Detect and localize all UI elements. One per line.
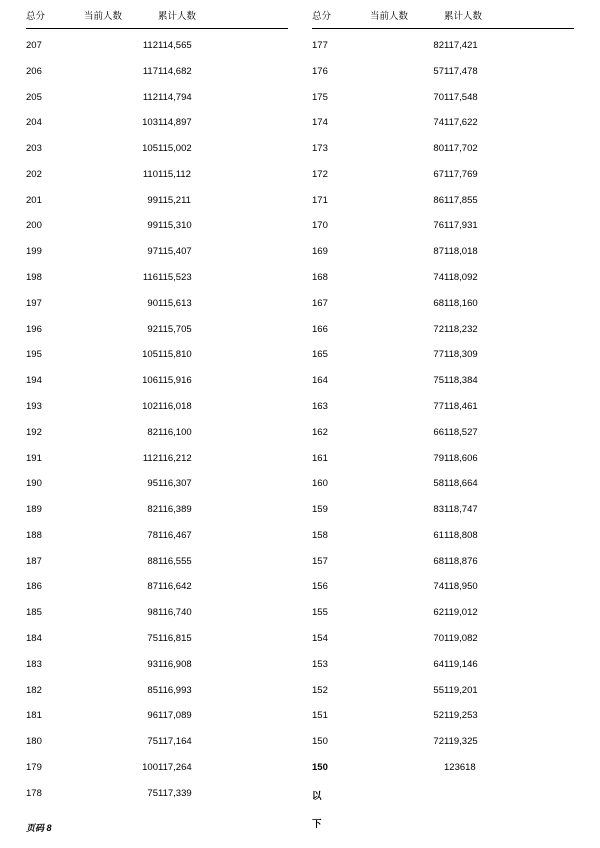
cell-current-count: 80: [433, 143, 444, 155]
table-row: [26, 84, 288, 110]
cell-score: 168: [312, 272, 328, 284]
cell-current-count: 90: [147, 297, 158, 309]
cell-cumulative-count: 119,082: [444, 632, 478, 644]
cell-current-count: 110: [142, 168, 158, 180]
page-footer: 页码 8: [26, 823, 52, 833]
table-row: [312, 290, 574, 316]
cell-cumulative-count: 118,950: [444, 581, 478, 593]
cell-cumulative-count: 118,876: [444, 555, 478, 567]
table-row-tail: [312, 754, 574, 780]
table-row: [312, 239, 574, 265]
cell-score: 205: [26, 91, 42, 103]
cell-threshold-label-2: 下: [312, 819, 322, 831]
table-row: [26, 110, 288, 136]
table-row: [26, 29, 288, 59]
table-row: [26, 265, 288, 291]
table-row: [312, 419, 574, 445]
table-row: [26, 626, 288, 652]
cell-score: 164: [312, 375, 328, 387]
table-row-tail: [312, 780, 574, 809]
table-body-right: [312, 29, 574, 838]
table-row: [312, 600, 574, 626]
cell-cumulative-count: 117,164: [158, 736, 192, 748]
cell-score: 204: [26, 117, 42, 129]
table-row: [26, 213, 288, 239]
table-row: [312, 677, 574, 703]
cell-score: 173: [312, 143, 328, 155]
table-row: [26, 290, 288, 316]
cell-cumulative-count: 116,555: [158, 555, 192, 567]
cell-cumulative-count: 115,211: [158, 194, 191, 206]
cell-score: 187: [26, 555, 42, 567]
cell-current-count: 99: [147, 220, 158, 232]
cell-score: 155: [312, 607, 328, 619]
cell-cumulative-count: 114,565: [158, 40, 192, 51]
cell-current-count: 96: [147, 710, 158, 722]
cell-current-count: 75: [147, 787, 158, 799]
table-row: [312, 136, 574, 162]
cell-score: 165: [312, 349, 328, 361]
cell-current-count: 67: [433, 168, 444, 180]
cell-current-count: 75: [147, 736, 158, 748]
cell-current-count: 77: [433, 400, 444, 412]
cell-cumulative-count: 119,146: [444, 658, 478, 670]
cell-cumulative-count: 117,421: [444, 40, 478, 51]
cell-score: 196: [26, 323, 42, 335]
cell-score: 186: [26, 581, 42, 593]
cell-cumulative-count: 119,253: [444, 710, 478, 722]
table-row: [312, 626, 574, 652]
cell-cumulative-total: [444, 809, 574, 838]
cell-cumulative-count: 117,931: [444, 220, 478, 232]
cell-cumulative-count: 119,012: [444, 607, 478, 619]
table-row: [312, 29, 574, 59]
cell-cumulative-count: 118,747: [444, 504, 478, 516]
cell-score: 181: [26, 710, 42, 722]
cell-score: 190: [26, 478, 42, 490]
cell-cumulative-count: 118,808: [444, 529, 478, 541]
cell-score: 194: [26, 375, 42, 387]
table-row: [26, 548, 288, 574]
cell-current-count: 52: [433, 710, 444, 722]
cell-current-count: 78: [147, 529, 158, 541]
cell-cumulative-count: 116,212: [158, 452, 192, 464]
cell-current-count: 83: [433, 504, 444, 516]
cell-cumulative-count: 119,201: [444, 684, 478, 696]
table-row: [312, 110, 574, 136]
cell-score: 163: [312, 400, 328, 412]
cell-cumulative-count: 114,682: [158, 65, 192, 77]
cell-current-count: 72: [433, 736, 444, 748]
cell-current-count: 82: [147, 426, 158, 438]
cell-score: 169: [312, 246, 328, 258]
cell-current-count: [370, 780, 444, 809]
cell-score: 153: [312, 658, 328, 670]
table-row: [312, 729, 574, 755]
cell-current-count: 116: [142, 272, 158, 284]
cell-cumulative-count: 116,815: [158, 632, 192, 644]
cell-score: 159: [312, 504, 328, 516]
cell-score: 183: [26, 658, 42, 670]
cell-current-count: 68: [433, 297, 444, 309]
cell-score: 158: [312, 529, 328, 541]
cell-current-count: 72: [433, 323, 444, 335]
cell-current-count: 55: [433, 684, 444, 696]
table-row: [26, 522, 288, 548]
header-score: 总分: [312, 11, 332, 22]
table-row: [312, 574, 574, 600]
cell-score: 156: [312, 581, 328, 593]
table-row: [312, 497, 574, 523]
cell-score: 203: [26, 143, 42, 155]
cell-current-count: 75: [147, 632, 158, 644]
table-row: [312, 58, 574, 84]
cell-cumulative-count: 116,307: [158, 478, 192, 490]
cell-cumulative-count: 117,089: [158, 710, 192, 722]
cell-score: 157: [312, 555, 328, 567]
table-row: [312, 213, 574, 239]
score-table-right: [312, 8, 574, 838]
cell-current-count: 76: [433, 220, 444, 232]
cell-cumulative-count: 118,606: [444, 452, 478, 464]
cell-cumulative-total: 123618: [444, 761, 476, 773]
cell-cumulative-count: 115,916: [158, 375, 192, 387]
cell-cumulative-count: 117,702: [444, 143, 478, 155]
cell-cumulative-count: 118,384: [444, 375, 478, 387]
table-row: [26, 497, 288, 523]
cell-score: 171: [312, 194, 328, 206]
table-row: [26, 754, 288, 780]
cell-cumulative-count: 116,100: [158, 426, 192, 438]
cell-score: 193: [26, 400, 42, 412]
cell-score: 162: [312, 426, 328, 438]
cell-current-count: 85: [147, 684, 158, 696]
two-column-layout: [26, 8, 574, 838]
cell-cumulative-count: 114,794: [158, 91, 192, 103]
cell-cumulative-count: 115,407: [158, 246, 192, 258]
cell-current-count: 88: [147, 555, 158, 567]
cell-score: 161: [312, 452, 328, 464]
table-row: [26, 780, 288, 806]
cell-score: 170: [312, 220, 328, 232]
cell-score: 151: [312, 710, 328, 722]
table-row: [26, 419, 288, 445]
cell-score: 175: [312, 91, 328, 103]
cell-cumulative-count: 118,018: [444, 246, 478, 258]
header-cumulative-count: 累计人数: [158, 11, 197, 22]
header-row: [312, 8, 574, 29]
cell-current-count: 105: [142, 143, 158, 155]
cell-score: 206: [26, 65, 42, 77]
table-row: [26, 136, 288, 162]
cell-current-count: 105: [142, 349, 158, 361]
cell-score: 174: [312, 117, 328, 129]
table-row: [26, 703, 288, 729]
table-row: [26, 445, 288, 471]
cell-cumulative-count: 115,613: [158, 297, 192, 309]
cell-current-count: 106: [142, 375, 158, 387]
cell-current-count: 77: [433, 349, 444, 361]
cell-cumulative-count: 115,002: [158, 143, 192, 155]
table-row-tail: [312, 809, 574, 838]
table-row: [312, 265, 574, 291]
cell-current-count: 79: [433, 452, 444, 464]
cell-current-count: 57: [433, 65, 444, 77]
table-row: [26, 394, 288, 420]
cell-score: 160: [312, 478, 328, 490]
cell-score: 202: [26, 168, 42, 180]
cell-cumulative-count: 117,769: [444, 168, 478, 180]
cell-score: 180: [26, 736, 42, 748]
cell-current-count: 117: [142, 65, 158, 77]
cell-cumulative-count: 116,467: [158, 529, 192, 541]
table-row: [312, 316, 574, 342]
header-current-count: 当前人数: [370, 11, 409, 22]
table-row: [26, 368, 288, 394]
cell-current-count: 87: [433, 246, 444, 258]
cell-cumulative-count: 116,740: [158, 607, 192, 619]
table-row: [312, 471, 574, 497]
cell-score: 176: [312, 65, 328, 77]
cell-cumulative-count: 115,523: [158, 272, 192, 284]
cell-score: 201: [26, 194, 42, 206]
cell-current-count: 62: [433, 607, 444, 619]
cell-cumulative-count: 115,810: [158, 349, 192, 361]
cell-cumulative-count: 118,232: [444, 323, 478, 335]
table-row: [312, 342, 574, 368]
cell-score: 154: [312, 632, 328, 644]
cell-current-count: 58: [433, 478, 444, 490]
right-column: [312, 8, 574, 838]
cell-cumulative-count: 116,908: [158, 658, 192, 670]
cell-cumulative-count: 114,897: [158, 117, 192, 129]
cell-cumulative-count: 115,705: [158, 323, 192, 335]
header-cumulative-count: 累计人数: [444, 11, 483, 22]
cell-score: 166: [312, 323, 328, 335]
cell-current-count: 102: [142, 400, 158, 412]
table-row: [26, 342, 288, 368]
cell-current-count: 70: [433, 91, 444, 103]
cell-score: 178: [26, 787, 42, 799]
cell-cumulative-count: 118,092: [444, 272, 478, 284]
cell-current-count: 74: [433, 117, 444, 129]
cell-score: 150: [312, 736, 328, 748]
cell-current-count: 112: [142, 91, 158, 103]
cell-current-count: 74: [433, 581, 444, 593]
cell-cumulative-count: 116,018: [158, 400, 192, 412]
cell-current-count: 68: [433, 555, 444, 567]
table-row: [312, 84, 574, 110]
cell-score: 188: [26, 529, 42, 541]
table-row: [26, 58, 288, 84]
table-row: [312, 445, 574, 471]
table-row: [312, 394, 574, 420]
cell-current-count: 112: [142, 452, 158, 464]
cell-score: 191: [26, 452, 42, 464]
cell-score: 182: [26, 684, 42, 696]
cell-score: 192: [26, 426, 42, 438]
table-row: [312, 548, 574, 574]
table-body-left: [26, 29, 288, 807]
table-row: [26, 162, 288, 188]
cell-cumulative-count: 118,527: [444, 426, 478, 438]
cell-score: 179: [26, 761, 42, 773]
table-header-right: [312, 8, 574, 29]
cell-cumulative-count: 118,160: [444, 297, 478, 309]
header-current-count: 当前人数: [84, 11, 123, 22]
cell-current-count: 98: [147, 607, 158, 619]
cell-score: 195: [26, 349, 42, 361]
table-row: [26, 677, 288, 703]
cell-score: 152: [312, 684, 328, 696]
cell-cumulative-count: 115,310: [158, 220, 192, 232]
cell-current-count: 74: [433, 272, 444, 284]
table-row: [312, 703, 574, 729]
cell-cumulative-count: 118,664: [444, 478, 478, 490]
cell-current-count: 93: [147, 658, 158, 670]
cell-cumulative-count: 116,389: [158, 504, 192, 516]
cell-current-count: 64: [433, 658, 444, 670]
cell-current-count: [370, 754, 444, 780]
cell-current-count: 95: [147, 478, 158, 490]
cell-score: 184: [26, 632, 42, 644]
cell-score: 189: [26, 504, 42, 516]
cell-current-count: [370, 809, 444, 838]
cell-current-count: 99: [147, 194, 158, 206]
cell-current-count: 100: [142, 761, 158, 773]
header-row: [26, 8, 288, 29]
cell-current-count: 82: [433, 40, 444, 51]
table-row: [312, 651, 574, 677]
cell-cumulative-count: 116,642: [158, 581, 192, 593]
cell-score: 167: [312, 297, 328, 309]
table-row: [312, 522, 574, 548]
cell-cumulative-count: 117,622: [444, 117, 478, 129]
cell-cumulative-count: 117,264: [158, 761, 192, 773]
cell-score: 207: [26, 40, 42, 51]
score-table-left: [26, 8, 288, 806]
table-row: [312, 187, 574, 213]
cell-current-count: 70: [433, 632, 444, 644]
cell-score: 197: [26, 297, 42, 309]
table-row: [26, 600, 288, 626]
table-row: [26, 316, 288, 342]
cell-threshold-label-1: 以: [312, 790, 322, 802]
cell-current-count: 86: [433, 194, 444, 206]
table-row: [312, 162, 574, 188]
cell-current-count: 75: [433, 375, 444, 387]
cell-score: 198: [26, 272, 42, 284]
cell-score: 199: [26, 246, 42, 258]
header-score: 总分: [26, 11, 46, 22]
cell-cumulative-count: 117,478: [444, 65, 478, 77]
cell-score: 177: [312, 40, 328, 51]
cell-cumulative-count: 117,339: [158, 787, 192, 799]
table-row: [26, 574, 288, 600]
cell-current-count: 66: [433, 426, 444, 438]
cell-cumulative-count: 115,112: [158, 168, 191, 180]
cell-score: 185: [26, 607, 42, 619]
cell-threshold-score: 150: [312, 761, 328, 773]
cell-current-count: 112: [142, 40, 158, 51]
left-column: [26, 8, 288, 806]
cell-current-count: 61: [433, 529, 444, 541]
table-row: [26, 651, 288, 677]
cell-current-count: 87: [147, 581, 158, 593]
cell-cumulative-count: 117,548: [444, 91, 478, 103]
table-header-left: [26, 8, 288, 29]
table-row: [26, 471, 288, 497]
cell-cumulative-count: 119,325: [444, 736, 478, 748]
cell-cumulative-count: 116,993: [158, 684, 192, 696]
table-row: [26, 239, 288, 265]
table-row: [312, 368, 574, 394]
cell-cumulative-count: 117,855: [444, 194, 478, 206]
cell-current-count: 103: [142, 117, 158, 129]
cell-cumulative-count: 118,309: [444, 349, 478, 361]
cell-score: 172: [312, 168, 328, 180]
cell-current-count: 97: [147, 246, 158, 258]
cell-score: 200: [26, 220, 42, 232]
cell-current-count: 82: [147, 504, 158, 516]
table-row: [26, 729, 288, 755]
cell-current-count: 92: [147, 323, 158, 335]
table-row: [26, 187, 288, 213]
cell-cumulative-total: [444, 780, 574, 809]
cell-cumulative-count: 118,461: [444, 400, 478, 412]
